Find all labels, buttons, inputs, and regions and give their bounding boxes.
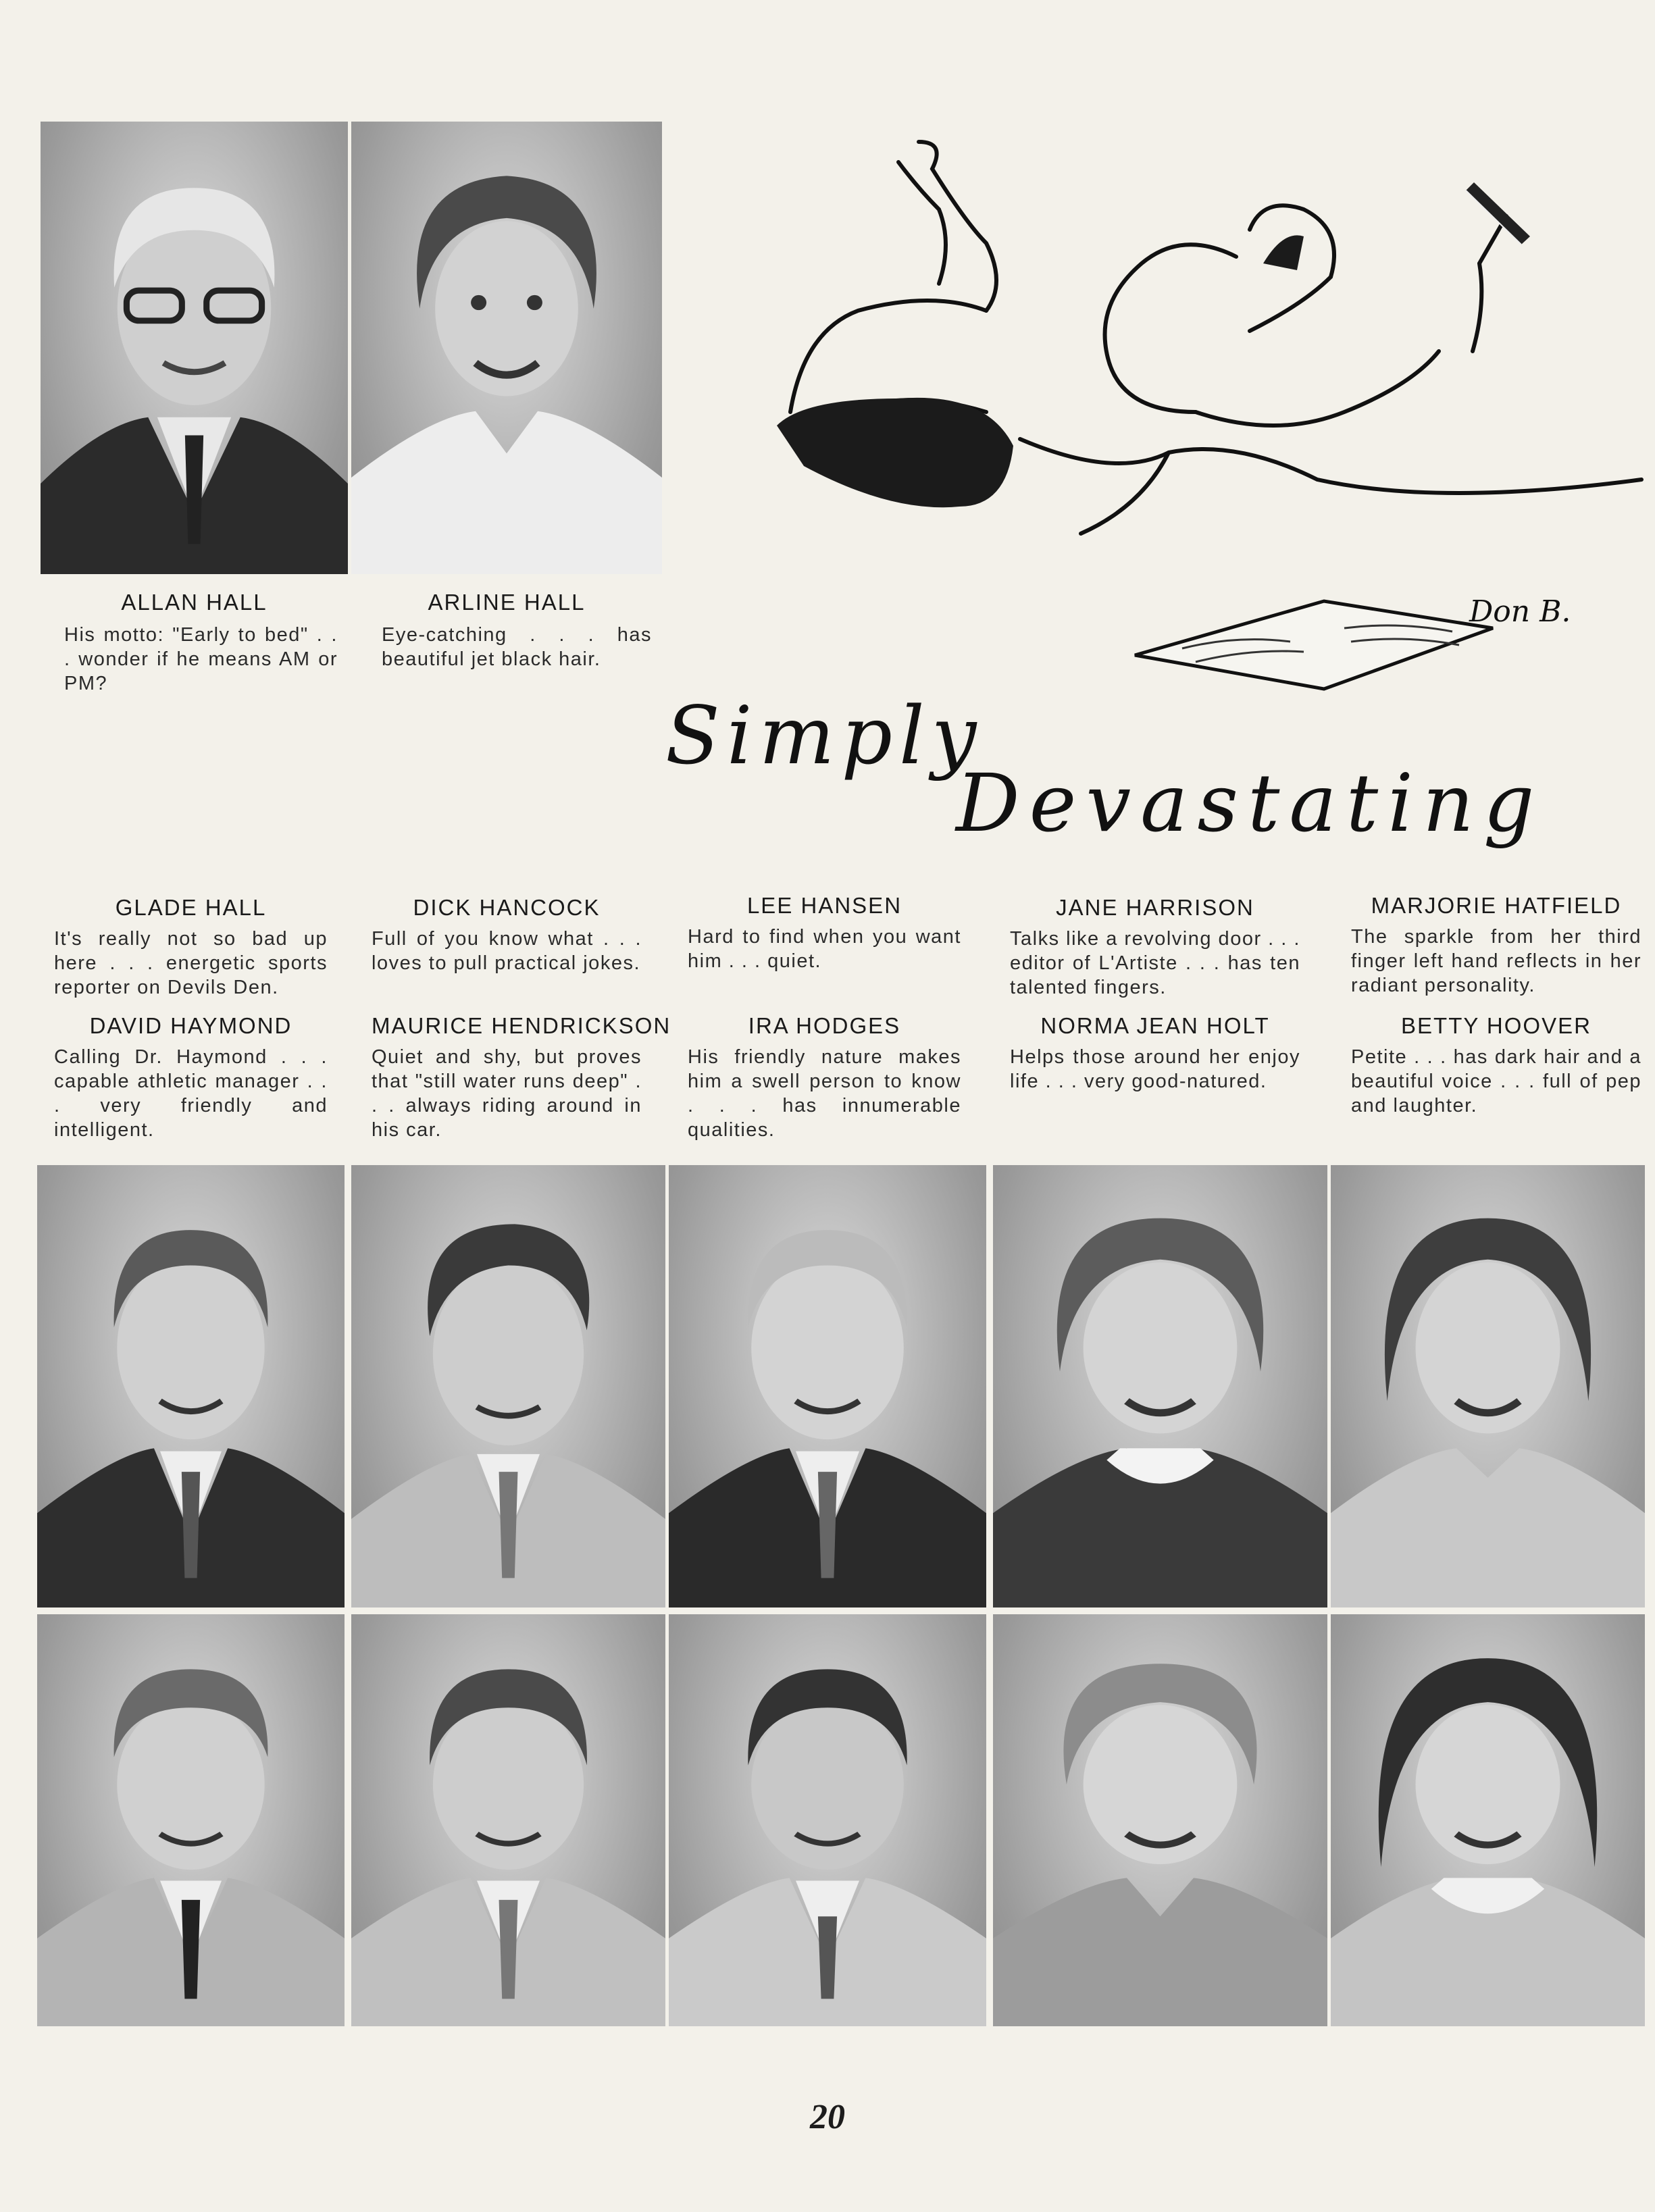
photo-betty-hoover (1331, 1614, 1645, 2026)
student-caption: Petite . . . has dark hair and a beautiful voice . . . full of pep and laughter. (1351, 1046, 1641, 1116)
student-name: DICK HANCOCK (413, 895, 601, 920)
photo-allan-hall (41, 122, 348, 574)
student-caption: Hard to find when you want him . . . quiet. (688, 926, 961, 972)
cartoon-illustration (763, 128, 1648, 736)
student-name: BETTY HOOVER (1401, 1013, 1592, 1038)
photo-ira-hodges (669, 1614, 986, 2026)
photo-jane-harrison (993, 1165, 1327, 1607)
photo-norma-jean-holt (993, 1614, 1327, 2026)
student-name: IRA HODGES (748, 1013, 901, 1038)
student-name: DAVID HAYMOND (89, 1013, 292, 1038)
photo-arline-hall (351, 122, 662, 574)
student-caption: Eye-catching . . . has beautiful jet black hair. (382, 624, 652, 670)
student-caption: Helps those around her enjoy life . . . very good-natured. (1010, 1046, 1300, 1092)
student-name: NORMA JEAN HOLT (1040, 1013, 1270, 1038)
photo-lee-hansen (669, 1165, 986, 1607)
student-name: GLADE HALL (115, 895, 267, 920)
student-caption: His friendly nature makes him a swell person to know . . . has innumerable qualities. (688, 1046, 961, 1141)
photo-maurice-hendrickson (351, 1614, 665, 2026)
student-caption: Quiet and shy, but proves that "still water runs deep" . . . always riding around in his car. (372, 1046, 642, 1141)
heading-line2: Devastating (956, 756, 1544, 850)
student-name: MARJORIE HATFIELD (1371, 893, 1622, 918)
photo-marjorie-hatfield (1331, 1165, 1645, 1607)
student-name: MAURICE HENDRICKSON (372, 1013, 671, 1038)
photo-dick-hancock (351, 1165, 665, 1607)
student-name: ARLINE HALL (428, 590, 586, 615)
student-caption: Talks like a revolving door . . . editor of L'Artiste . . . has ten talented fingers. (1010, 928, 1300, 998)
student-caption: Calling Dr. Haymond . . . capable athletic manager . . . very friendly and intelligent. (54, 1046, 328, 1141)
student-caption: Full of you know what . . . loves to pull practical jokes. (372, 928, 642, 974)
student-caption: His motto: "Early to bed" . . . wonder if he means AM or PM? (64, 624, 338, 694)
student-caption: It's really not so bad up here . . . energetic sports reporter on Devils Den. (54, 928, 328, 998)
artist-signature: Don B. (1469, 594, 1571, 629)
page-number: 20 (810, 2098, 845, 2136)
photo-glade-hall (37, 1165, 345, 1607)
student-caption: The sparkle from her third finger left hand reflects in her radiant personality. (1351, 926, 1641, 996)
heading-line1: Simply (665, 689, 984, 782)
student-name: JANE HARRISON (1056, 895, 1254, 920)
student-name: LEE HANSEN (746, 893, 902, 918)
student-name: ALLAN HALL (121, 590, 268, 615)
photo-david-haymond (37, 1614, 345, 2026)
